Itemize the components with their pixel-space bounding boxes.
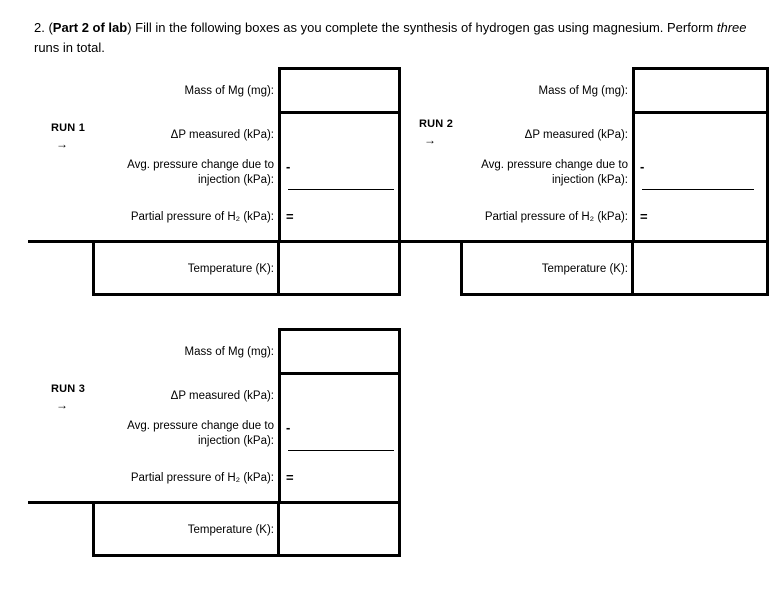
- run-label: RUN 1: [51, 122, 86, 134]
- temp-label: Temperature (K):: [187, 263, 274, 275]
- run-1-section: [28, 64, 408, 304]
- minus-sign: -: [286, 420, 291, 435]
- equals-sign: =: [286, 470, 294, 485]
- avg-label: Avg. pressure change due to injection (kPa):: [127, 159, 274, 186]
- mass-input-box[interactable]: [278, 67, 401, 114]
- mass-label: Mass of Mg (mg):: [184, 85, 274, 97]
- dp-label: ΔP measured (kPa):: [170, 390, 274, 402]
- mass-label: Mass of Mg (mg):: [538, 85, 628, 97]
- temperature-input[interactable]: [634, 243, 766, 293]
- subtraction-line: [288, 450, 394, 451]
- equals-sign: =: [640, 209, 648, 224]
- mass-label: Mass of Mg (mg):: [184, 346, 274, 358]
- arrow-icon: →: [56, 137, 68, 151]
- subtraction-line: [642, 189, 754, 190]
- calc-box[interactable]: [278, 372, 401, 505]
- calc-box[interactable]: [632, 111, 769, 244]
- run-3-section: [28, 325, 408, 565]
- dp-label: ΔP measured (kPa):: [170, 129, 274, 141]
- subtraction-line: [288, 189, 394, 190]
- equals-sign: =: [286, 209, 294, 224]
- minus-sign: -: [286, 159, 291, 174]
- avg-label: Avg. pressure change due to injection (kPa):: [127, 420, 274, 447]
- run-label: RUN 2: [419, 118, 454, 130]
- temp-label: Temperature (K):: [541, 263, 628, 275]
- arrow-icon: →: [424, 133, 436, 147]
- calc-box[interactable]: [278, 111, 401, 244]
- question-bold: Part 2 of lab: [52, 20, 128, 35]
- temperature-input[interactable]: [280, 243, 398, 293]
- run-label: RUN 3: [51, 383, 86, 395]
- minus-sign: -: [640, 159, 645, 174]
- run-2-section: [396, 64, 769, 304]
- question-text: 2. (Part 2 of lab) Fill in the following boxes as you complete the synthesis of hydrogen gas using magnesium. Perform three runs in total.: [34, 20, 747, 55]
- dp-label: ΔP measured (kPa):: [524, 129, 628, 141]
- mass-input-box[interactable]: [278, 328, 401, 375]
- question-italic: three: [716, 20, 747, 35]
- avg-label: Avg. pressure change due to injection (kPa):: [481, 159, 628, 186]
- mass-input-box[interactable]: [632, 67, 769, 114]
- partial-label: Partial pressure of H₂ (kPa):: [130, 472, 274, 484]
- temperature-input[interactable]: [280, 504, 398, 554]
- partial-label: Partial pressure of H₂ (kPa):: [484, 211, 628, 223]
- arrow-icon: →: [56, 398, 68, 412]
- partial-label: Partial pressure of H₂ (kPa):: [130, 211, 274, 223]
- temp-label: Temperature (K):: [187, 524, 274, 536]
